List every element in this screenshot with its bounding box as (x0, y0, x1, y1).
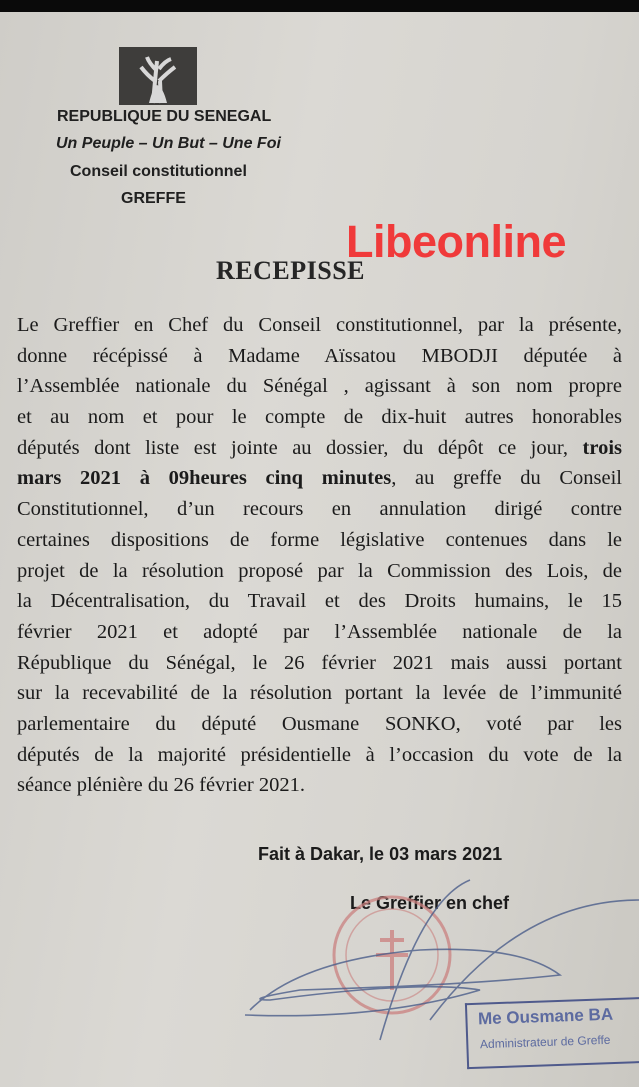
body-line (17, 494, 622, 525)
body-line (17, 433, 622, 464)
national-motto: Un Peuple – Un But – Une Foi (56, 135, 281, 152)
body-text: , au greffe du Conseil (391, 467, 622, 490)
top-bar (0, 0, 639, 12)
body-line (17, 678, 622, 709)
body-text: Constitutionnel, d’un recours en annulation dirigé contre (17, 498, 622, 521)
body-line (17, 371, 622, 402)
body-line (17, 310, 622, 341)
body-text: certaines dispositions de forme législative contenues dans le (17, 528, 622, 551)
body-text: et au nom et pour le compte de dix-huit autres honorables (17, 406, 622, 429)
body-line (17, 617, 622, 648)
body-text: députés dont liste est jointe au dossier, du dépôt ce jour, (17, 436, 583, 459)
body-text: février 2021 et adopté par l’Assemblée nationale de la (17, 620, 622, 643)
country-name: REPUBLIQUE DU SENEGAL (57, 108, 272, 125)
body-line (17, 402, 622, 433)
body-text: députés de la majorité présidentielle à l’occasion du vote de la (17, 743, 622, 766)
department-name: GREFFE (121, 190, 186, 207)
document-title: RECEPISSE (216, 256, 365, 285)
place-date: Fait à Dakar, le 03 mars 2021 (258, 844, 503, 864)
document-body (17, 310, 622, 801)
body-line (17, 770, 622, 801)
body-line (17, 648, 622, 679)
body-text: la Décentralisation, du Travail et des Droits humains, le 15 (17, 590, 622, 613)
body-text: sur la recevabilité de la résolution portant la levée de l’immunité (17, 682, 622, 705)
institution-name: Conseil constitutionnel (70, 163, 247, 180)
stamp-name: Me Ousmane BA (477, 1004, 614, 1029)
body-text: Le Greffier en Chef du Conseil constitutionnel, par la présente, (17, 314, 622, 336)
bold-text: trois (582, 436, 622, 459)
body-text: l’Assemblée nationale du Sénégal , agissant à son nom propre (17, 375, 622, 398)
body-text: séance plénière du 26 février 2021. (17, 774, 306, 797)
body-line (17, 556, 622, 587)
body-text: projet de la résolution proposé par la Commission des Lois, de (17, 559, 622, 582)
body-line (17, 463, 622, 494)
body-text: donne récépissé à Madame Aïssatou MBODJI députée à (17, 344, 622, 367)
signatory-role: Le Greffier en chef (350, 893, 510, 913)
body-line (17, 525, 622, 556)
body-text: République du Sénégal, le 26 février 2021 mais aussi portant (17, 651, 622, 674)
body-text: parlementaire du député Ousmane SONKO, voté par les (17, 712, 622, 735)
baobab-emblem-icon (119, 47, 197, 105)
body-line (17, 740, 622, 771)
bold-text: mars 2021 à 09heures cinq minutes (17, 467, 392, 490)
body-line (17, 341, 622, 372)
stamp-title: Administrateur de Greffe (479, 1032, 611, 1052)
body-line (17, 709, 622, 740)
watermark: Libeonline (346, 216, 566, 267)
body-line (17, 586, 622, 617)
